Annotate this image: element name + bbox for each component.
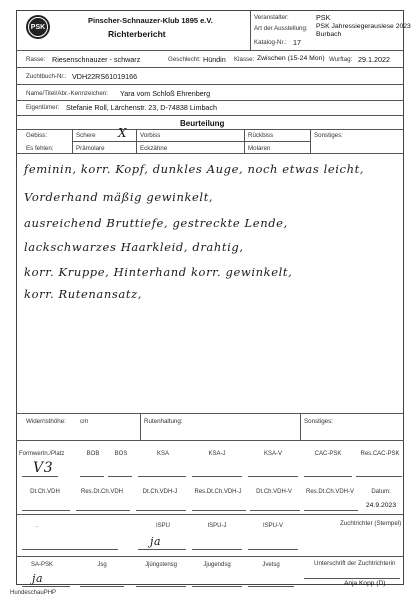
eigentuemer-label: Eigentümer:: [26, 104, 60, 111]
name-value: Yara vom Schloß Ehrenberg: [120, 89, 211, 98]
assessment-line-4: lackschwarzes Haarkleid, drahtig,: [24, 240, 244, 254]
ispu-value: ja: [150, 535, 162, 548]
formwert-value: V3: [33, 460, 54, 476]
ausstellung-label: Art der Ausstellung:: [254, 25, 308, 32]
assessment-line-2: Vorderhand mäßig gewinkelt,: [24, 190, 214, 204]
ausstellung-value-1: PSK Jahressiegerauslese 2023: [316, 23, 411, 30]
unterschrift-label: Unterschrift der Zuchtrichterin: [314, 560, 396, 567]
katalog-label: Katalog-Nr.:: [254, 39, 287, 46]
gebiss-label: Gebiss:: [26, 132, 47, 139]
grade-ksa-v: KSA-V: [263, 451, 282, 457]
grade-ispu: ISPU: [155, 523, 170, 529]
grade-ksa-j: KSA-J: [208, 451, 226, 457]
veranstalter-value: PSK: [316, 13, 331, 22]
rutenhaltung-label: Rutenhaltung:: [144, 418, 183, 425]
katalog-value: 17: [293, 38, 301, 47]
row3-left-mark: .: [36, 520, 38, 529]
grade-res-dtch: Res.Dt.Ch.VDH: [80, 489, 123, 495]
assessment-line-1: feminin, korr. Kopf, dunkles Auge, noch etwas leicht,: [24, 162, 365, 176]
datum-label: Datum:: [371, 489, 391, 495]
club-logo: PSK: [26, 15, 50, 39]
measures-sonstiges-label: Sonstiges:: [304, 418, 333, 425]
beurteilung-title: Beurteilung: [180, 119, 225, 128]
assessment-line-5: korr. Kruppe, Hinterhand korr. gewinkelt,: [24, 265, 293, 279]
grade-jjuengstensg: Jjüngstensg: [144, 562, 178, 568]
grade-jjugendsg: Jjugendsg: [203, 562, 231, 568]
zuchtbuch-label: Zuchtbuch-Nr.:: [26, 73, 67, 80]
schere-mark: X: [118, 126, 128, 140]
eckzaehne-label: Eckzähne: [140, 145, 168, 152]
grade-ispu-v: ISPU-V: [262, 523, 283, 529]
zuchtbuch-value: VDH22RS61019166: [72, 72, 138, 81]
assessment-line-3: ausreichend Bruttiefe, gestreckte Lende,: [24, 216, 288, 230]
geschlecht-value: Hündin: [203, 55, 226, 64]
ausstellung-value-2: Burbach: [316, 31, 342, 38]
club-name: Pinscher-Schnauzer-Klub 1895 e.V.: [88, 16, 213, 25]
datum-value: 24.9.2023: [365, 502, 397, 509]
es-fehlen-label: Es fehlen:: [26, 145, 54, 152]
klasse-label: Klasse:: [234, 56, 255, 63]
rueckbiss-label: Rückbiss: [248, 132, 274, 139]
software-footer: HundeschauPHP: [10, 590, 57, 596]
grade-res-dtch-j: Res.Dt.Ch.VDH-J: [194, 489, 242, 495]
doc-title: Richterbericht: [108, 29, 166, 39]
wurftag-value: 29.1.2022: [358, 55, 390, 64]
klasse-value: Zwischen (15-24 Mon): [257, 55, 325, 62]
sonstiges-label: Sonstiges:: [314, 132, 343, 139]
vorbiss-label: Vorbiss: [140, 132, 161, 139]
grade-jvetsg: Jvetsg: [262, 562, 280, 568]
grade-bob: BOB: [86, 451, 100, 457]
grade-dtch: Dt.Ch.VDH: [30, 489, 60, 495]
grade-cac: CAC-PSK: [314, 451, 342, 457]
name-label: Name/Titel/Abr.-Kennzeichen:: [26, 90, 108, 97]
rasse-label: Rasse:: [26, 56, 46, 63]
eigentuemer-value: Stefanie Roll, Lärchenstr. 23, D-74838 Limbach: [66, 103, 218, 112]
grade-dtch-v: Dt.Ch.VDH-V: [256, 489, 292, 495]
assessment-line-6: korr. Rutenansatz,: [24, 287, 142, 301]
sa-value: ja: [32, 572, 44, 585]
grade-sa: SA-PSK: [30, 562, 53, 568]
praemolare-label: Prämolare: [76, 145, 105, 152]
grade-ispu-j: ISPU-J: [207, 523, 227, 529]
grade-res-cac: Res.CAC-PSK: [360, 451, 400, 457]
widerrist-label: Widerristhöhe:: [26, 418, 66, 425]
grade-dtch-j: Dt.Ch.VDH-J: [142, 489, 178, 495]
rasse-value: Riesenschnauzer - schwarz: [52, 55, 141, 64]
wurftag-label: Wurftag:: [329, 56, 353, 63]
grade-formwert: Formwertn./Platz: [19, 451, 65, 457]
stempel-label: Zuchtrichter (Stempel): [340, 520, 402, 527]
grade-jsg: Jsg: [97, 562, 107, 568]
geschlecht-label: Geschlecht:: [168, 56, 201, 63]
grade-res-dtch-v: Res.Dt.Ch.VDH-V: [305, 489, 354, 495]
grade-bos: BOS: [114, 451, 128, 457]
schere-label: Schere: [76, 132, 96, 139]
richter-name: Anja Kopp (D): [344, 580, 386, 587]
veranstalter-label: Veranstalter:: [254, 14, 289, 21]
widerrist-unit: cm: [80, 418, 89, 425]
grade-ksa: KSA: [156, 451, 169, 457]
molaren-label: Molaren: [248, 145, 271, 152]
